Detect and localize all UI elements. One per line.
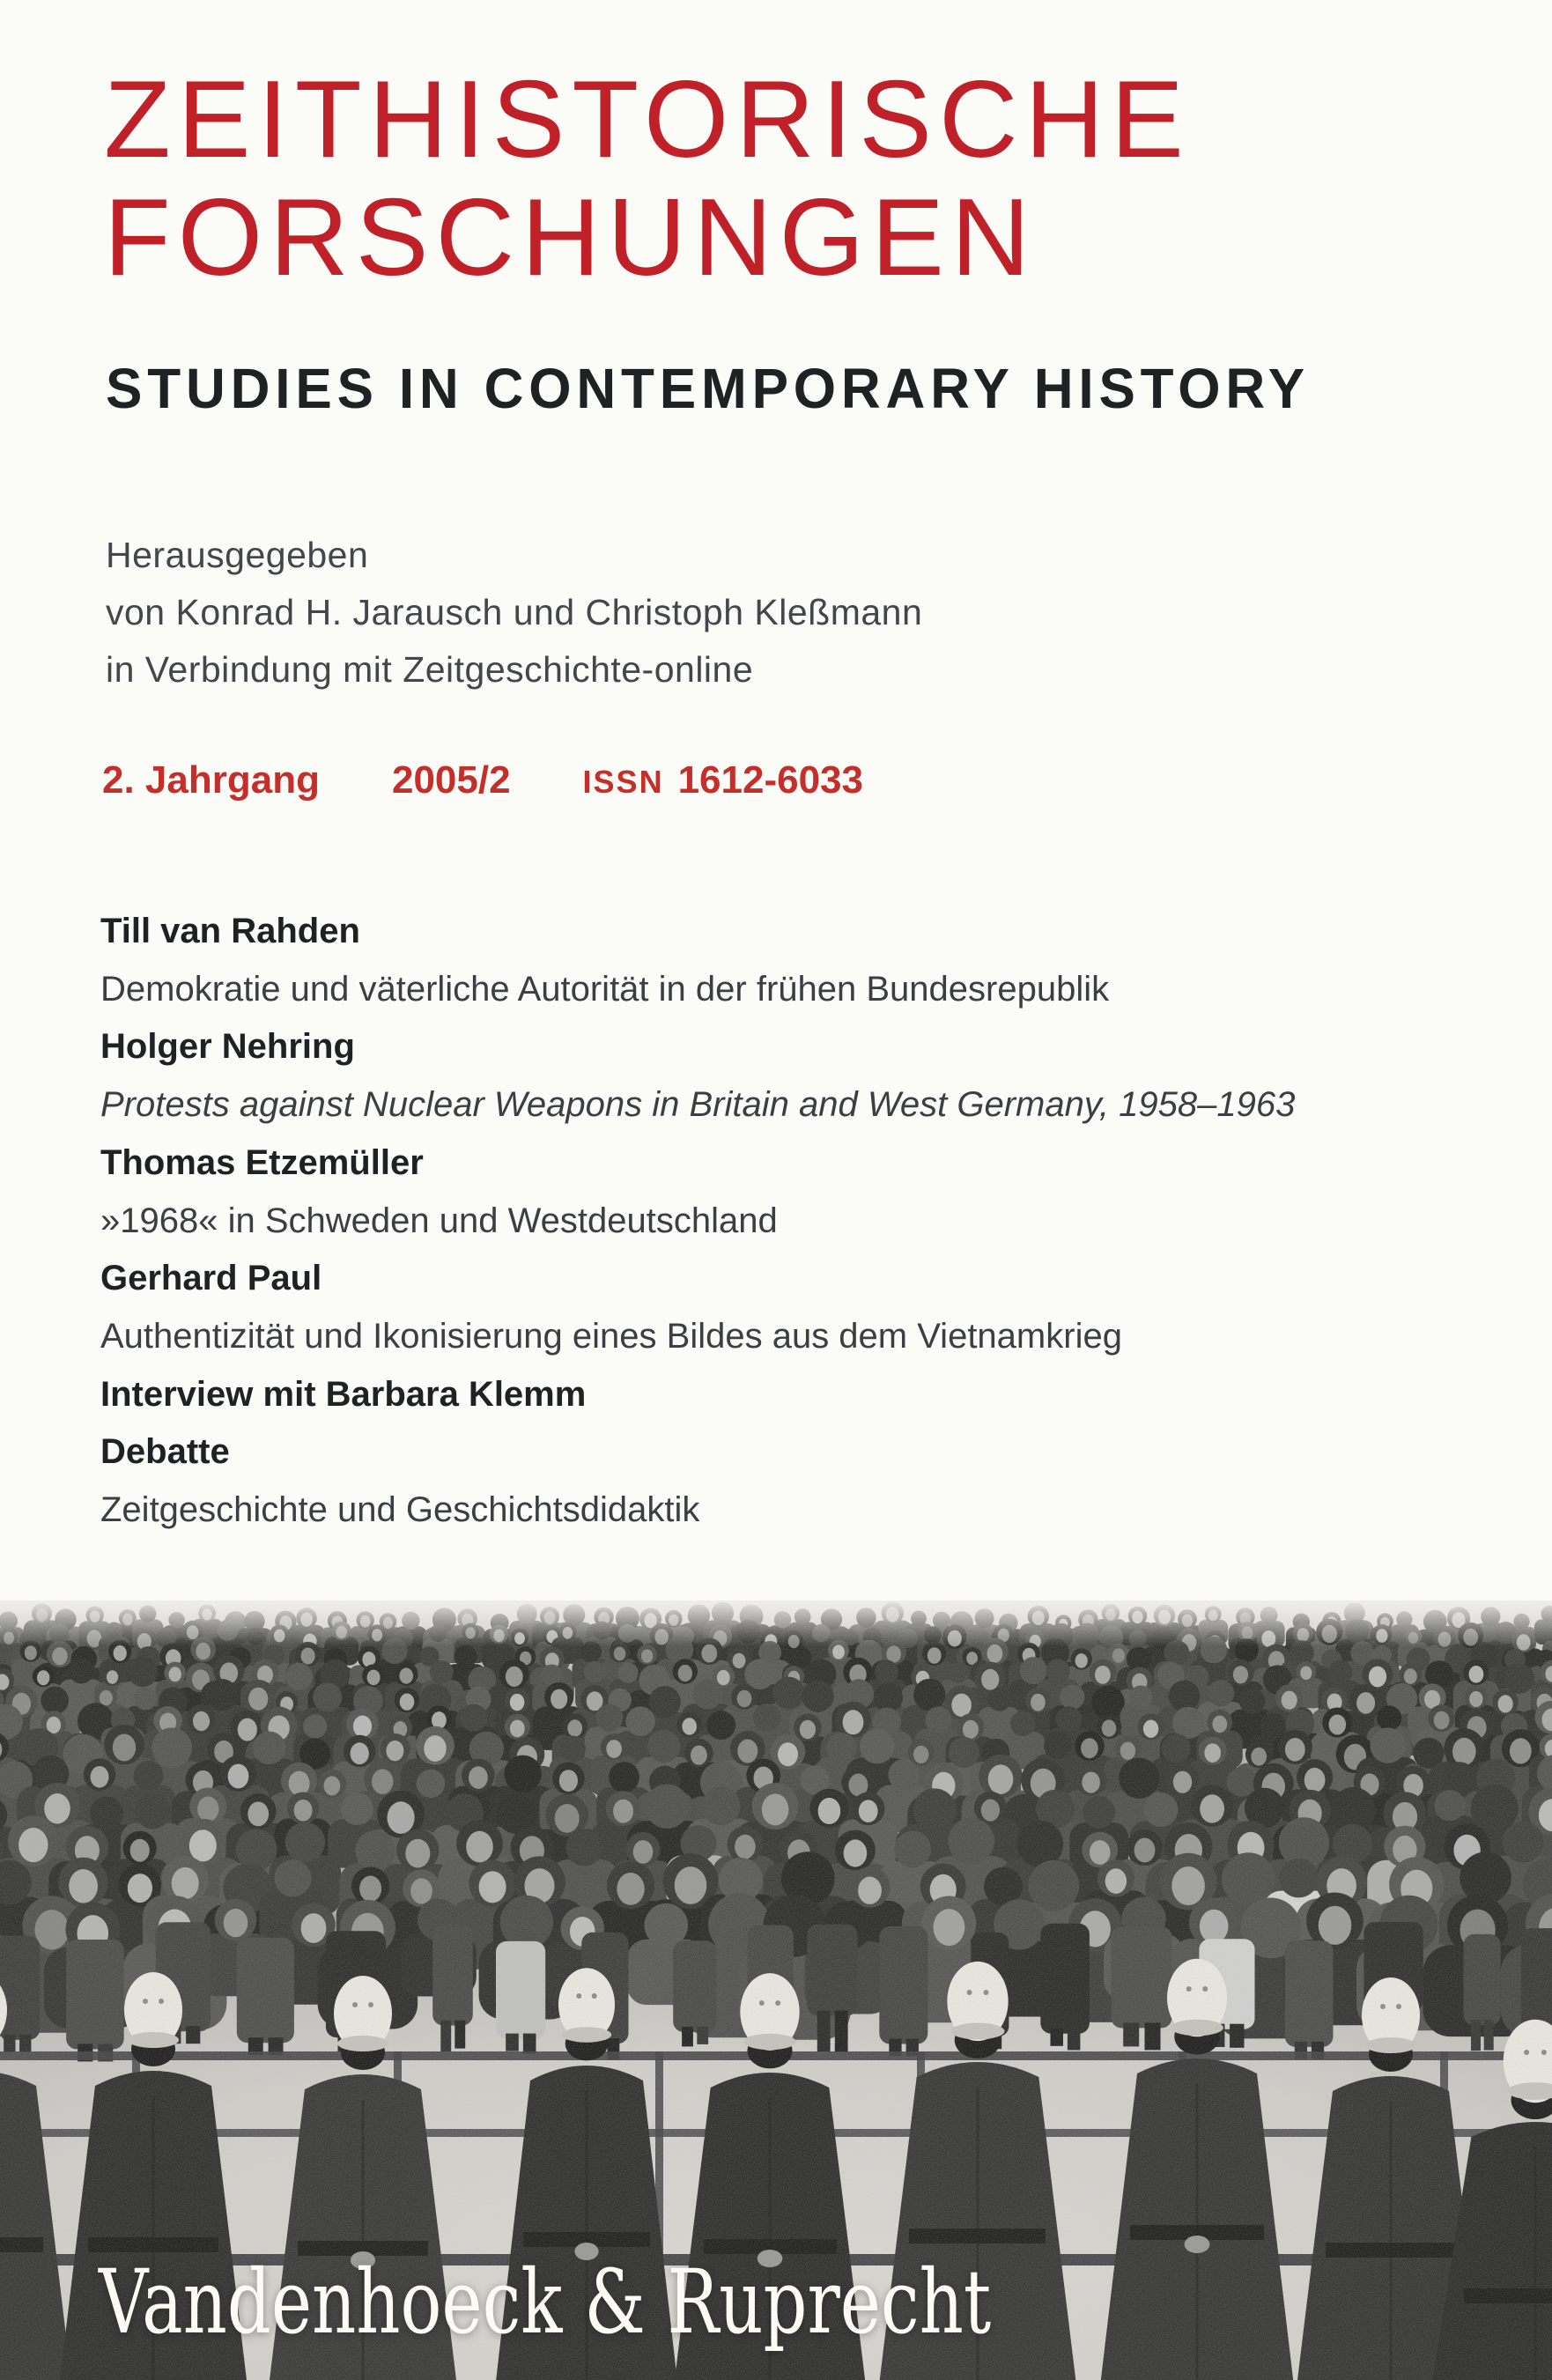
issue-info <box>102 758 863 802</box>
journal-title-line1: ZEITHISTORISCHE <box>104 59 1191 181</box>
editors-line-3: in Verbindung mit Zeitgeschichte-online <box>106 649 754 690</box>
issn-label: ISSN <box>582 764 664 800</box>
issue-number: 2005/2 <box>391 758 511 802</box>
toc-entry: Interview mit Barbara Klemm <box>100 1374 587 1414</box>
photo-top-fade <box>0 1600 1552 1646</box>
editors-block <box>106 527 922 698</box>
cover-photo <box>0 1600 1552 2380</box>
toc-entry: Debatte <box>100 1432 230 1472</box>
toc-entry: Authentizität und Ikonisierung eines Bildes aus dem Vietnamkrieg <box>100 1316 1122 1356</box>
journal-title <box>104 61 1191 297</box>
toc-entry: Zeitgeschichte und Geschichtsdidaktik <box>100 1490 700 1530</box>
toc-entry: Holger Nehring <box>100 1027 355 1067</box>
toc-entry: »1968« in Schweden und Westdeutschland <box>100 1201 778 1240</box>
toc-entry: Demokratie und väterliche Autorität in der frühen Bundesrepublik <box>100 969 1110 1009</box>
issn-value: 1612-6033 <box>677 758 863 802</box>
toc-entry: Gerhard Paul <box>100 1259 322 1298</box>
editors-line-1: Herausgegeben <box>106 535 369 575</box>
journal-title-line2: FORSCHUNGEN <box>104 177 1038 299</box>
issue-volume: 2. Jahrgang <box>102 758 320 802</box>
toc-entry: Thomas Etzemüller <box>100 1142 424 1182</box>
editors-line-2: von Konrad H. Jarausch und Christoph Kleßmann <box>106 592 923 632</box>
publisher-name: Vandenhoeck & Ruprecht <box>99 2251 992 2354</box>
journal-subtitle: STUDIES IN CONTEMPORARY HISTORY <box>106 357 1310 420</box>
table-of-contents <box>100 903 1295 1540</box>
toc-entry: Protests against Nuclear Weapons in Britain and West Germany, 1958–1963 <box>100 1085 1296 1125</box>
toc-entry: Till van Rahden <box>100 912 360 950</box>
